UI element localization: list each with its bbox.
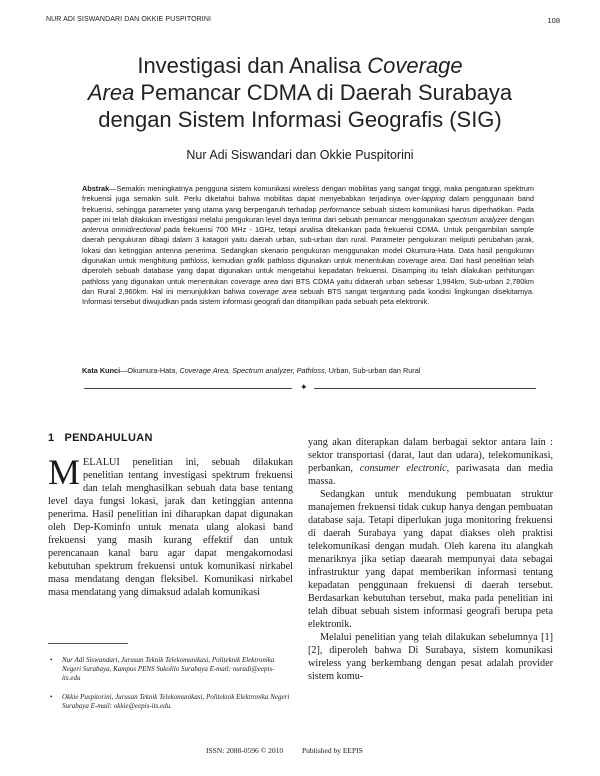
footer-publisher: Published by EEPIS [302,746,363,755]
bullet-icon: • [50,656,53,664]
footnote-rule [48,643,128,644]
footer-issn: ISSN: 2088-0596 © 2010 [206,746,284,755]
paper-title [40,52,560,133]
page-number: 108 [547,16,560,25]
footnote-item: • Okkie Puspitorini, Jurusan Teknik Telekomunikasi, Politeknik Elektronika Negeri Surabaya E-mail: okkie@eepis-its.edu. [50,693,290,710]
abstract-label: Abstrak [82,184,110,193]
section-separator [84,383,536,393]
keywords-label: Kata Kunci [82,366,121,375]
bullet-icon: • [50,693,53,701]
title-line-1: Investigasi dan Analisa Coverage [137,53,463,78]
footnote-item: • Nur Adi Siswandari, Jurusan Teknik Telekomunikasi, Politeknik Elektronika Negeri Surabaya, Kampus PENS Sukolilo Surabaya E-mail: nuradi@eepis-its.edu [50,656,275,682]
running-head: NUR ADI SISWANDARI DAN OKKIE PUSPITORINI [46,16,212,23]
separator-line-left [84,388,292,389]
abstract: Abstrak—Semakin meningkatnya pengguna sistem komunikasi wireless dengan mobilitas yang sangat tinggi, maka pengaturan spektrum frekuensi juga semakin sulit. Perlu diketahui bahwa mobilitas dapat menyebabkan terjadinya over-lapping dalam penggunaan band frekuensi, sehingga parameter yang utama yang berpengaruh terhadap performance sebuah sistem komunikasi harus diperhatikan. Pada paper ini telah dilakukan investigasi melalui pengukuran level daya terima dari sebuah pemancar menggunakan spectrum analyzer dengan antenna omnidirectional pada frekuensi 700 MHz - 1GHz, tetapi analisa ditekankan pada frekuensi CDMA. Untuk pengambilan sample daerah pengukuran dibagi dalam 3 katagori yaitu daerah urban, sub-urban dan rural. Parameter pengukuran meliputi perubahan jarak, lokasi dan ketinggian antenna penerima. Sedangkan skenario pengukuran menggunakan model Okumura-Hata. Data hasil pengukuran digunakan untuk menghitung pathloss, kemudian grafik pathloss digunakan untuk menentukan coverage area. Dari hasil penelitian telah diperoleh sebuah database yang dapat digunakan untuk mengetahui kepadatan frekuensi. Disamping itu telah dilakukan perhitungan pathloss yang digunakan untuk menentukan coverage area dari BTS CDMA yaitu didaerah urban sebesar 1,994km, Sub-urban 2,780km dan Rural 2,960km. Hal ini menunjukkan bahwa coverage area sebuah BTS sangat tergantung pada kondisi lingkungan disekitarnya. Informasi tersebut diwujudkan pada sistem informasi geografi dan ditampilkan pada sebuah peta elektronik. [82,184,534,307]
separator-diamond-icon: ✦ [300,383,308,393]
title-line-2: Area Pemancar CDMA di Daerah Surabaya [87,80,513,105]
right-paragraph-2: Sedangkan untuk mendukung pembuatan struktur manajemen frekuensi tidak cukup hanya dengan pembuatan database saja. Tetapi diperlukan juga monitoring frekuensi di daerah Surabaya yang dapat diakses oleh praktisi telekomunikasi dengan mudah. Oleh karena itu alangkah menariknya jika setiap daearah mempunyai data sebagai infrastruktur yang dapat memberikan informasi tentang kepadatan penggunaan frekuensi di daerah tersebut. Berdasarkan kebutuhan tersebut, maka pada penelitian ini telah dibuat sebuah sistem informasi geografi berupa peta elektronik. [308,489,553,630]
keywords: Kata Kunci—Okumura-Hata, Coverage Area, Spectrum analyzer, Pathloss, Urban, Sub-urban dan Rural [82,366,421,375]
authors: Nur Adi Siswandari dan Okkie Puspitorini [186,148,414,162]
footnotes [50,656,290,721]
separator-line-right [314,388,536,389]
title-line-3: dengan Sistem Informasi Geografis (SIG) [98,107,502,132]
right-column [308,436,553,683]
drop-cap: M [48,452,81,492]
right-paragraph-1: yang akan diterapkan dalam berbagai sektor antara lain : sektor transportasi (darat, laut dan udara), telekomunikasi, perbankan, consumer electronic, pariwasata dan media massa. [308,437,553,487]
left-column [48,452,293,599]
intro-paragraph: MELALUI penelitian ini, sebuah dilakukan penelitian tentang investigasi spektrum frekuensi dan telah menghasilkan sebuah data base tentang level daya fungsi lokasi, jarak dan ketinggian antenna penerima. Hasil penelitian ini diharapkan dapat digunakan oleh Dep-Kominfo untuk menata ulang alokasi band frekuensi yang masih kurang effektif dan untuk perencanaan kanal baru agar dapat mengakomodasi kebutuhan spektrum frekuensi untuk komunikasi nirkabel masa mendatang dengan fleksibel. Komunikasi nirkabel masa mendatang yang dimaksud adalah komunikasi [48,452,293,598]
section-heading: 1 PENDAHULUAN [48,432,153,444]
right-paragraph-3: Melalui penelitian yang telah dilakukan sebelumnya [1][2], diperoleh bahwa Di Surabaya, sistem komunikasi wireless yang berkembang dengan pesat adalah provider sistem komu- [308,632,553,682]
